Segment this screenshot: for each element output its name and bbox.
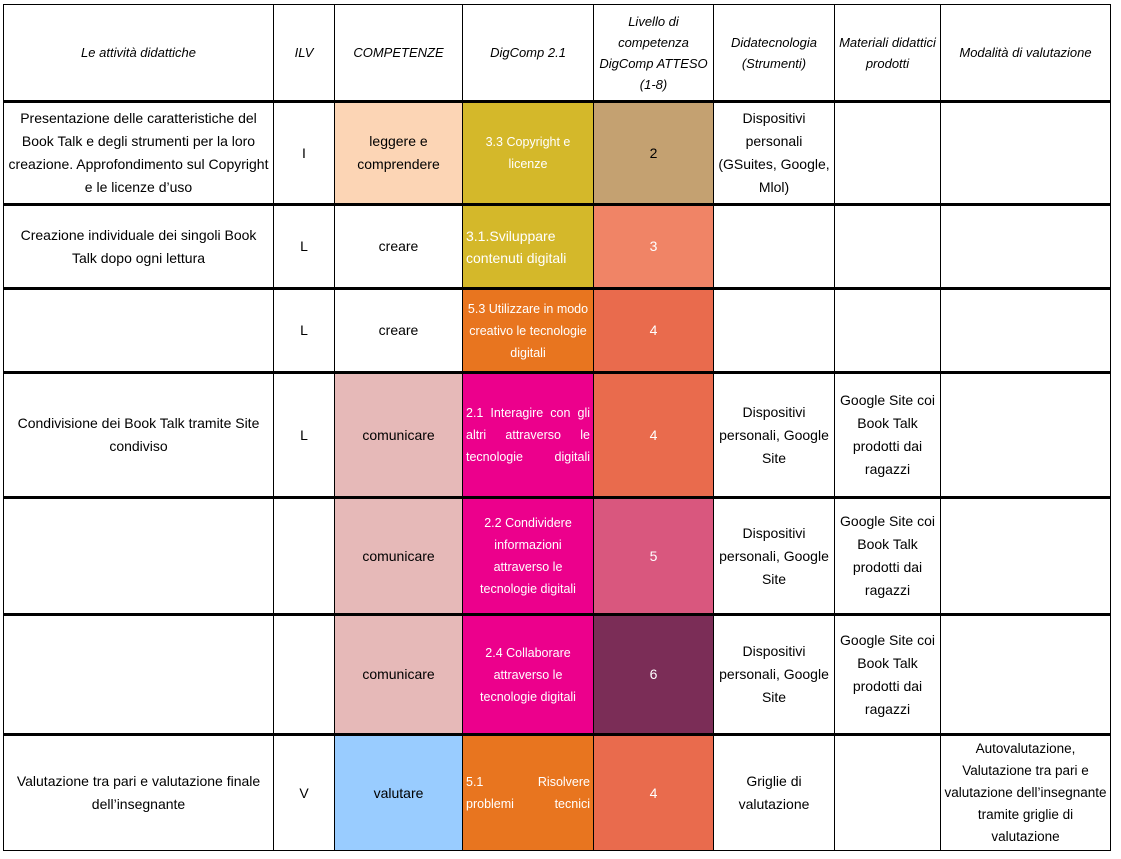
header-livello: Livello di competenza DigComp ATTESO (1-8) bbox=[594, 5, 714, 102]
cell-digcomp: 5.3 Utilizzare in modo creativo le tecnologie digitali bbox=[463, 289, 594, 373]
cell-strumenti: Dispositivi personali, Google Site bbox=[714, 373, 835, 498]
cell-valutazione bbox=[941, 498, 1111, 615]
cell-livello: 4 bbox=[594, 373, 714, 498]
cell-valutazione: Autovalutazione, Valutazione tra pari e valutazione dell’insegnante tramite griglie di valutazione bbox=[941, 735, 1111, 851]
cell-materiali: Google Site coi Book Talk prodotti dai ragazzi bbox=[835, 373, 941, 498]
cell-strumenti: Dispositivi personali, Google Site bbox=[714, 498, 835, 615]
cell-materiali bbox=[835, 289, 941, 373]
cell-materiali: Google Site coi Book Talk prodotti dai ragazzi bbox=[835, 498, 941, 615]
table-row bbox=[4, 373, 1111, 498]
cell-digcomp: 2.1 Interagire con gli altri attraverso le tecnologie digitali bbox=[463, 373, 594, 498]
cell-ilv: I bbox=[274, 102, 335, 205]
table-row bbox=[4, 735, 1111, 851]
cell-competenza: comunicare bbox=[335, 615, 463, 735]
header-valutazione: Modalità di valutazione bbox=[941, 5, 1111, 102]
cell-strumenti bbox=[714, 289, 835, 373]
table-row bbox=[4, 205, 1111, 289]
cell-valutazione bbox=[941, 615, 1111, 735]
cell-ilv: L bbox=[274, 289, 335, 373]
header-strumenti: Didatecnologia (Strumenti) bbox=[714, 5, 835, 102]
cell-materiali bbox=[835, 102, 941, 205]
cell-digcomp: 3.1.Sviluppare contenuti digitali bbox=[463, 205, 594, 289]
header-materiali: Materiali didattici prodotti bbox=[835, 5, 941, 102]
cell-competenza: comunicare bbox=[335, 498, 463, 615]
header-ilv: ILV bbox=[274, 5, 335, 102]
header-attivita: Le attività didattiche bbox=[4, 5, 274, 102]
cell-valutazione bbox=[941, 289, 1111, 373]
cell-strumenti: Dispositivi personali (GSuites, Google, Mlol) bbox=[714, 102, 835, 205]
cell-strumenti: Dispositivi personali, Google Site bbox=[714, 615, 835, 735]
cell-livello: 6 bbox=[594, 615, 714, 735]
cell-ilv: L bbox=[274, 373, 335, 498]
cell-ilv bbox=[274, 498, 335, 615]
table-row bbox=[4, 102, 1111, 205]
table-row bbox=[4, 498, 1111, 615]
cell-ilv bbox=[274, 615, 335, 735]
cell-digcomp: 3.3 Copyright e licenze bbox=[463, 102, 594, 205]
cell-ilv: L bbox=[274, 205, 335, 289]
cell-materiali: Google Site coi Book Talk prodotti dai ragazzi bbox=[835, 615, 941, 735]
cell-attivita bbox=[4, 615, 274, 735]
cell-attivita: Valutazione tra pari e valutazione finale dell’insegnante bbox=[4, 735, 274, 851]
header-digcomp: DigComp 2.1 bbox=[463, 5, 594, 102]
cell-attivita: Creazione individuale dei singoli Book Talk dopo ogni lettura bbox=[4, 205, 274, 289]
cell-livello: 5 bbox=[594, 498, 714, 615]
cell-competenza: comunicare bbox=[335, 373, 463, 498]
cell-attivita bbox=[4, 498, 274, 615]
table-row bbox=[4, 289, 1111, 373]
cell-strumenti bbox=[714, 205, 835, 289]
cell-materiali bbox=[835, 205, 941, 289]
cell-digcomp: 2.2 Condividere informazioni attraverso le tecnologie digitali bbox=[463, 498, 594, 615]
cell-competenza: valutare bbox=[335, 735, 463, 851]
cell-valutazione bbox=[941, 373, 1111, 498]
cell-digcomp: 5.1 Risolvere problemi tecnici bbox=[463, 735, 594, 851]
header-row bbox=[4, 5, 1111, 102]
cell-competenza: leggere e comprendere bbox=[335, 102, 463, 205]
cell-valutazione bbox=[941, 205, 1111, 289]
cell-competenza: creare bbox=[335, 289, 463, 373]
cell-livello: 4 bbox=[594, 735, 714, 851]
cell-materiali bbox=[835, 735, 941, 851]
cell-livello: 3 bbox=[594, 205, 714, 289]
cell-strumenti: Griglie di valutazione bbox=[714, 735, 835, 851]
didactic-activities-table bbox=[3, 4, 1111, 851]
cell-livello: 2 bbox=[594, 102, 714, 205]
table-row bbox=[4, 615, 1111, 735]
cell-competenza: creare bbox=[335, 205, 463, 289]
cell-attivita: Condivisione dei Book Talk tramite Site condiviso bbox=[4, 373, 274, 498]
header-competenze: COMPETENZE bbox=[335, 5, 463, 102]
cell-attivita: Presentazione delle caratteristiche del Book Talk e degli strumenti per la loro creazione. Approfondimento sul Copyright e le licenze d’uso bbox=[4, 102, 274, 205]
cell-ilv: V bbox=[274, 735, 335, 851]
cell-digcomp: 2.4 Collaborare attraverso le tecnologie digitali bbox=[463, 615, 594, 735]
cell-livello: 4 bbox=[594, 289, 714, 373]
cell-attivita bbox=[4, 289, 274, 373]
cell-valutazione bbox=[941, 102, 1111, 205]
